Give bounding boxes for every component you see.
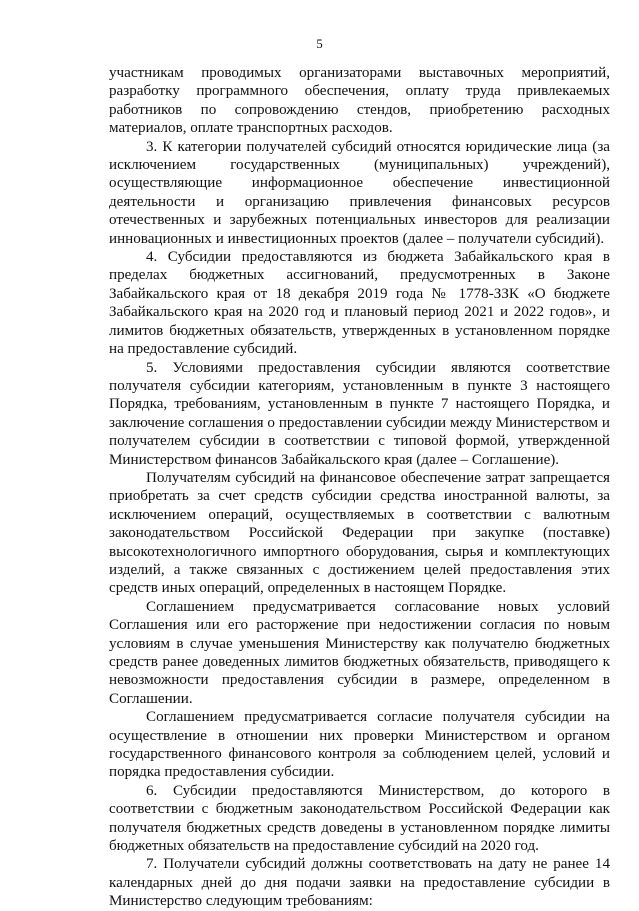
document-body bbox=[109, 64, 610, 911]
paragraph-currency-prohibition: Получателям субсидий на финансовое обеспечение затрат запрещается приобретать за счет средств субсидии средства иностранной валюты, за исключением операций, осуществляемых в соответствии с валютным законодательством Российской Федерации при закупке (поставке) высокотехнологичного импортного оборудования, сырья и комплектующих изделий, а также связанных с достижением целей предоставления этих средств иных операций, определенных в настоящем Порядке. bbox=[109, 469, 610, 597]
paragraph-6-ministry-provision: 6. Субсидии предоставляются Министерством, до которого в соответствии с бюджетным законодательством Российской Федерации как получателя бюджетных средств доведены в установленном порядке лимиты бюджетных обязательств на предоставление субсидий на 2020 год. bbox=[109, 782, 610, 855]
paragraph-4-budget-source: 4. Субсидии предоставляются из бюджета Забайкальского края в пределах бюджетных ассигнований, предусмотренных в Законе Забайкальского края от 18 декабря 2019 года № 1778-ЗЗК «О бюджете Забайкальского края на 2020 год и плановый период 2021 и 2022 годов», и лимитов бюджетных обязательств, утвержденных в установленном порядке на предоставление субсидий. bbox=[109, 249, 610, 358]
paragraph-3-recipient-categories: 3. К категории получателей субсидий относятся юридические лица (за исключением государственных (муниципальных) учреждений), осуществляющие информационное обеспечение инвестиционной деятельности и организацию привлечения финансовых ресурсов отечественных и зарубежных потенциальных инвесторов для реализации инновационных и инвестиционных проектов (далее – получатели субсидий). bbox=[109, 138, 610, 247]
page-number: 5 bbox=[316, 36, 323, 51]
paragraph-agreement-inspection-consent: Соглашением предусматривается согласие получателя субсидии на осуществление в отношении них проверки Министерством и органом государственного финансового контроля за соблюдением целей, условий и порядка предоставления субсидии. bbox=[109, 709, 610, 781]
paragraph-1-continuation: участникам проводимых организаторами выставочных мероприятий, разработку программного обеспечения, оплату труда привлекаемых работников по сопровождению стендов, приобретению расходных материалов, оплате транспортных расходов. bbox=[109, 65, 610, 137]
paragraph-agreement-new-terms: Соглашением предусматривается согласование новых условий Соглашения или его расторжение при недостижении согласия по новым условиям в случае уменьшения Министерству как получателю бюджетных средств ранее доведенных лимитов бюджетных обязательств, приводящего к невозможности предоставления субсидии в размере, определенном в Соглашении. bbox=[109, 598, 610, 707]
paragraph-5-conditions: 5. Условиями предоставления субсидии являются соответствие получателя субсидии категориям, установленным в пункте 3 настоящего Порядка, требованиям, установленным в пункте 7 настоящего Порядка, и заключение соглашения о предоставлении субсидии между Министерством и получателем субсидии в соответствии с типовой формой, утвержденной Министерством финансов Забайкальского края (далее – Соглашение). bbox=[109, 359, 610, 468]
paragraph-7-requirements: 7. Получатели субсидий должны соответствовать на дату не ранее 14 календарных дней до дня подачи заявки на предоставление субсидии в Министерство следующим требованиям: bbox=[109, 856, 610, 910]
